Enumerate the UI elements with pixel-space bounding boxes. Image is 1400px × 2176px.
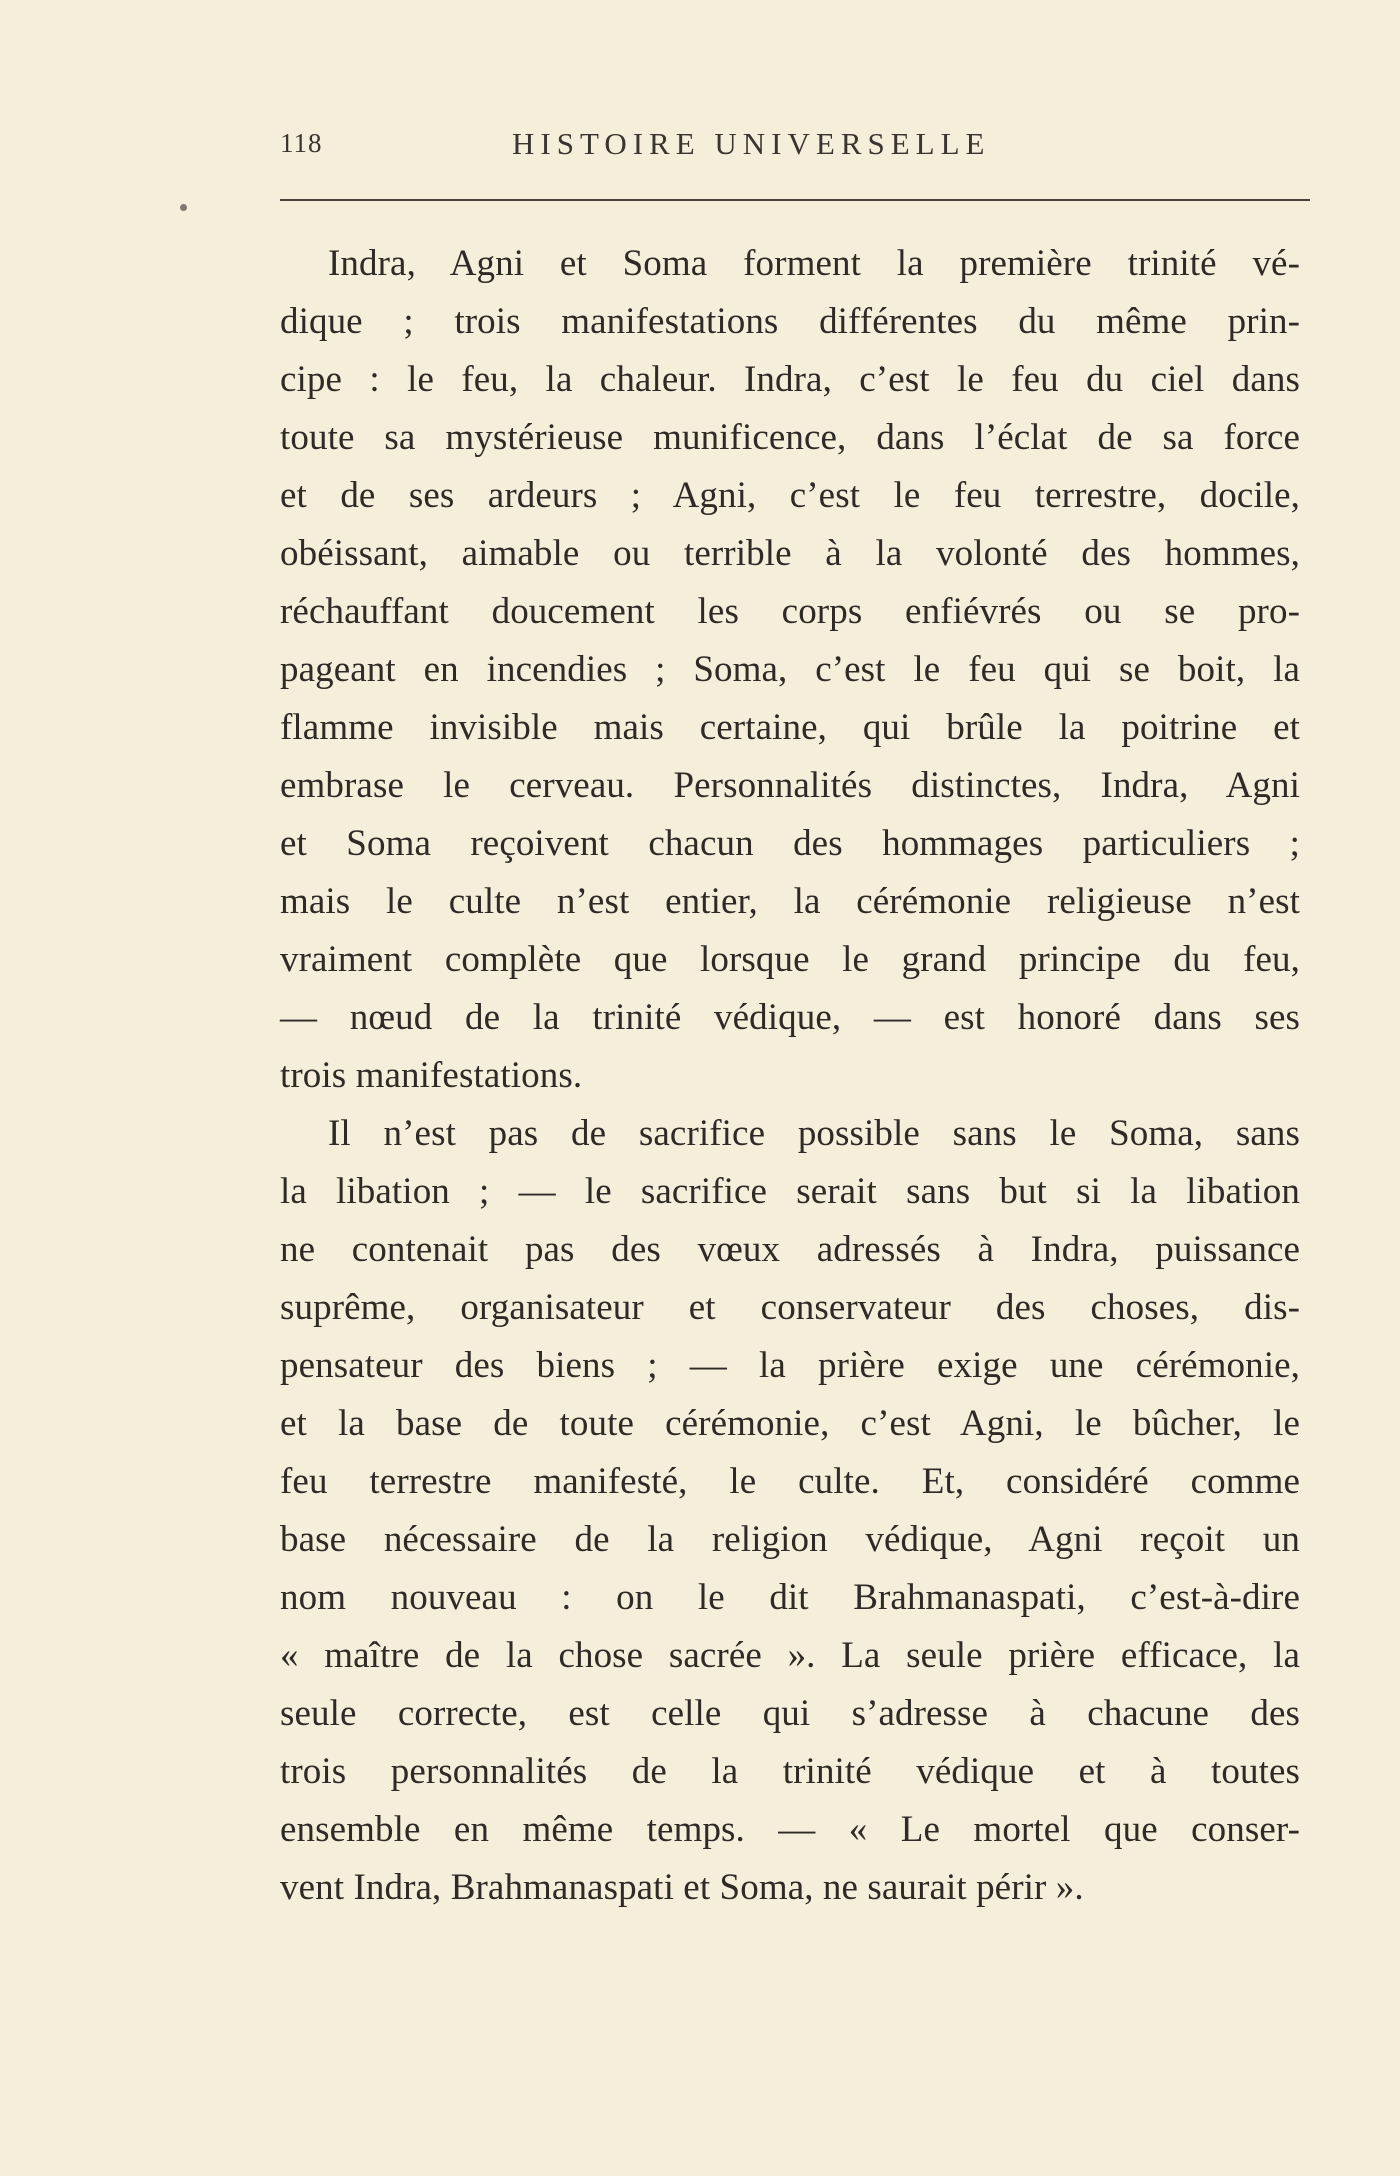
text-line: et de ses ardeurs ; Agni, c’est le feu terrestre, docile, [280, 475, 1300, 516]
page-header [280, 128, 1310, 172]
text-line: trois personnalités de la trinité védique et à toutes [280, 1751, 1300, 1792]
text-line: trois manifestations. [280, 1055, 583, 1096]
paragraph-2 [280, 1105, 1300, 1917]
text-line: dique ; trois manifestations différentes du même prin- [280, 301, 1300, 342]
running-title: HISTOIRE UNIVERSELLE [512, 126, 991, 161]
text-line: toute sa mystérieuse munificence, dans l’éclat de sa force [280, 417, 1300, 458]
text-line: et Soma reçoivent chacun des hommages particuliers ; [280, 823, 1300, 864]
text-line: Il n’est pas de sacrifice possible sans le Soma, sans [328, 1113, 1300, 1154]
text-line: flamme invisible mais certaine, qui brûle la poitrine et [280, 707, 1300, 748]
text-line: pageant en incendies ; Soma, c’est le feu qui se boit, la [280, 649, 1300, 690]
text-line: mais le culte n’est entier, la cérémonie religieuse n’est [280, 881, 1300, 922]
header-rule [280, 199, 1310, 201]
text-line: cipe : le feu, la chaleur. Indra, c’est le feu du ciel dans [280, 359, 1300, 400]
text-line: feu terrestre manifesté, le culte. Et, considéré comme [280, 1461, 1300, 1502]
text-line: suprême, organisateur et conservateur des choses, dis- [280, 1287, 1300, 1328]
print-speck [180, 204, 187, 211]
text-line: ne contenait pas des vœux adressés à Indra, puissance [280, 1229, 1300, 1270]
text-line: la libation ; — le sacrifice serait sans but si la libation [280, 1171, 1300, 1212]
text-line: seule correcte, est celle qui s’adresse à chacune des [280, 1693, 1300, 1734]
text-line: vraiment complète que lorsque le grand principe du feu, [280, 939, 1300, 980]
text-line: — nœud de la trinité védique, — est honoré dans ses [280, 997, 1300, 1038]
text-line: vent Indra, Brahmanaspati et Soma, ne saurait périr ». [280, 1867, 1084, 1908]
paragraph-1 [280, 235, 1300, 1105]
text-line: réchauffant doucement les corps enfiévrés ou se pro- [280, 591, 1300, 632]
text-line: Indra, Agni et Soma forment la première trinité vé- [328, 243, 1300, 284]
text-line: ensemble en même temps. — « Le mortel que conser- [280, 1809, 1300, 1850]
text-line: « maître de la chose sacrée ». La seule prière efficace, la [280, 1635, 1300, 1676]
text-line: base nécessaire de la religion védique, Agni reçoit un [280, 1519, 1300, 1560]
page-number: 118 [280, 128, 323, 158]
text-line: et la base de toute cérémonie, c’est Agni, le bûcher, le [280, 1403, 1300, 1444]
main-text [280, 235, 1300, 1917]
text-line: embrase le cerveau. Personnalités distinctes, Indra, Agni [280, 765, 1300, 806]
text-line: nom nouveau : on le dit Brahmanaspati, c’est-à-dire [280, 1577, 1300, 1618]
text-line: obéissant, aimable ou terrible à la volonté des hommes, [280, 533, 1300, 574]
text-line: pensateur des biens ; — la prière exige une cérémonie, [280, 1345, 1300, 1386]
